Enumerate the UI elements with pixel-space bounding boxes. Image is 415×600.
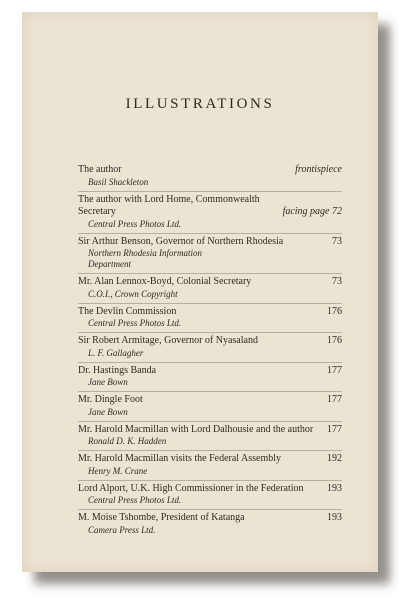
entry-page: 193 xyxy=(327,482,342,494)
entry-title: Sir Robert Armitage, Governor of Nyasaland xyxy=(78,335,258,346)
list-item xyxy=(78,162,342,191)
entry-title: M. Moise Tshombe, President of Katanga xyxy=(78,512,245,523)
entry-page: 177 xyxy=(327,423,342,435)
list-item xyxy=(78,273,342,303)
entry-page: 177 xyxy=(327,364,342,376)
illustrations-list xyxy=(78,162,342,539)
list-item xyxy=(78,332,342,362)
entry-title: The author with Lord Home, Commonwealth Secretary xyxy=(78,193,260,217)
entry-page: 73 xyxy=(332,276,342,287)
entry-page: 73 xyxy=(332,235,342,247)
entry-credit: Central Press Photos Ltd. xyxy=(88,318,182,328)
entry-title: The author xyxy=(78,164,122,175)
entry-credit: Central Press Photos Ltd. xyxy=(88,218,182,229)
list-item xyxy=(78,450,342,480)
entry-credit: Basil Shackleton xyxy=(88,176,149,187)
entry-credit: Ronald D. K. Hadden xyxy=(88,436,167,446)
entry-credit: Jane Bown xyxy=(88,406,128,417)
entry-credit: Jane Bown xyxy=(88,377,128,387)
book-page xyxy=(22,12,378,572)
entry-page: frontispiece xyxy=(295,164,342,175)
entry-page: 193 xyxy=(327,512,342,523)
entry-page: 176 xyxy=(327,305,342,317)
list-item xyxy=(78,509,342,539)
list-item xyxy=(78,233,342,274)
entry-title: Sir Arthur Benson, Governor of Northern Rhodesia xyxy=(78,235,284,247)
entry-credit: Henry M. Crane xyxy=(88,465,148,476)
page-heading: ILLUSTRATIONS xyxy=(125,96,275,112)
entry-credit: Northern Rhodesia Information Department xyxy=(88,248,202,269)
list-item xyxy=(78,391,342,421)
entry-title: Mr. Alan Lennox-Boyd, Colonial Secretary xyxy=(78,276,252,287)
entry-title: Mr. Dingle Foot xyxy=(78,394,143,405)
entry-credit: Central Press Photos Ltd. xyxy=(88,495,182,505)
entry-credit: Camera Press Ltd. xyxy=(88,524,156,535)
entry-title: Mr. Harold Macmillan visits the Federal Assembly xyxy=(78,453,282,464)
entry-title: The Devlin Commission xyxy=(78,305,177,317)
list-item xyxy=(78,480,342,510)
entry-title: Mr. Harold Macmillan with Lord Dalhousie and the author xyxy=(78,423,314,435)
entry-page: facing page 72 xyxy=(282,206,342,217)
list-item xyxy=(78,421,342,451)
entry-page: 176 xyxy=(327,335,342,346)
entry-page: 177 xyxy=(327,394,342,405)
list-item xyxy=(78,303,342,333)
list-item xyxy=(78,362,342,392)
list-item xyxy=(78,191,342,233)
entry-title: Dr. Hastings Banda xyxy=(78,364,157,376)
entry-credit: C.O.I., Crown Copyright xyxy=(88,288,178,299)
entry-page: 192 xyxy=(327,453,342,464)
entry-credit: L. F. Gallagher xyxy=(88,347,144,358)
entry-title: Lord Alport, U.K. High Commissioner in the Federation xyxy=(78,482,304,494)
